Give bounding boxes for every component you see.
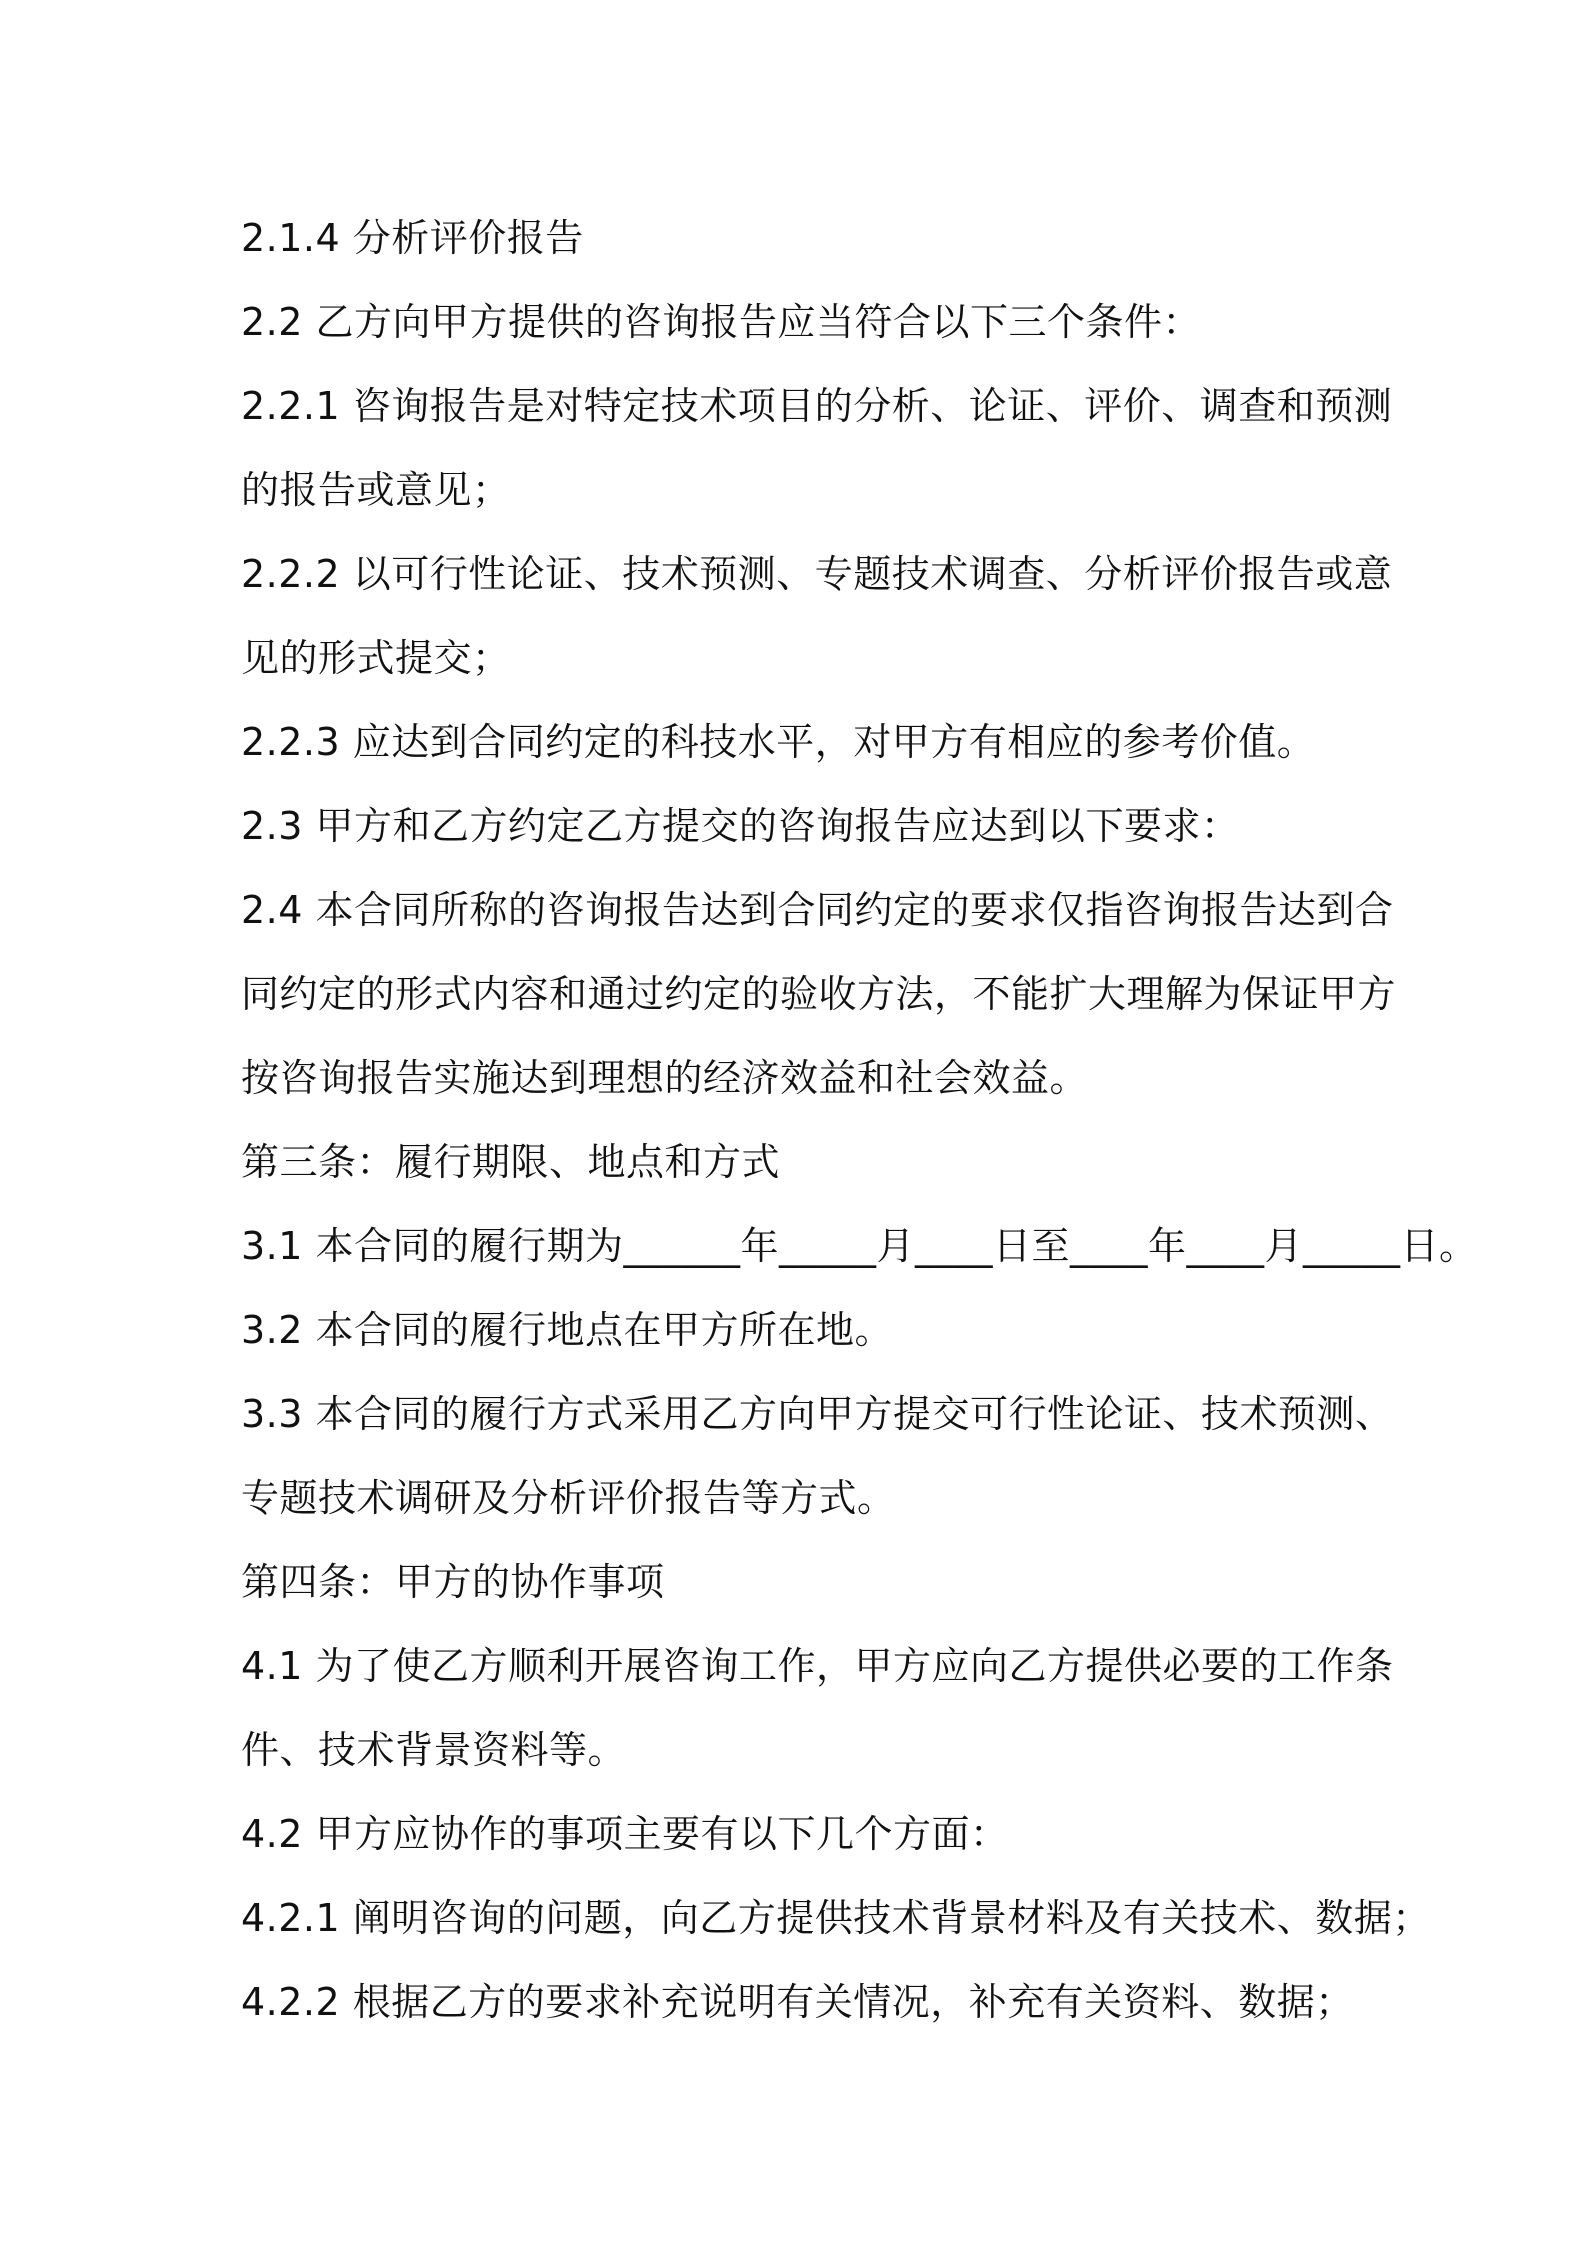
clause-3-3: 3.3 本合同的履行方式采用乙方向甲方提交可行性论证、技术预测、 bbox=[241, 1392, 1394, 1436]
clause-4-2-2: 4.2.2 根据乙方的要求补充说明有关情况，补充有关资料、数据； bbox=[241, 1980, 1354, 2024]
clause-2-2-3: 2.2.3 应达到合同约定的科技水平，对甲方有相应的参考价值。 bbox=[241, 720, 1316, 764]
clause-2-4: 2.4 本合同所称的咨询报告达到合同约定的要求仅指咨询报告达到合 bbox=[241, 888, 1394, 932]
clause-2-4-cont-2: 按咨询报告实施达到理想的经济效益和社会效益。 bbox=[241, 1056, 1089, 1100]
article-4-heading: 第四条：甲方的协作事项 bbox=[241, 1560, 665, 1604]
clause-4-2: 4.2 甲方应协作的事项主要有以下几个方面： bbox=[241, 1812, 1009, 1856]
clause-2-2: 2.2 乙方向甲方提供的咨询报告应当符合以下三个条件： bbox=[241, 300, 1202, 344]
clause-3-3-cont: 专题技术调研及分析评价报告等方式。 bbox=[241, 1476, 896, 1520]
clause-4-1-cont: 件、技术背景资料等。 bbox=[241, 1728, 627, 1772]
clause-3-1: 3.1 本合同的履行期为______年_____月____日至____年____月_____日。 bbox=[241, 1224, 1478, 1268]
clause-2-3: 2.3 甲方和乙方约定乙方提交的咨询报告应达到以下要求： bbox=[241, 804, 1240, 848]
clause-2-1-4: 2.1.4 分析评价报告 bbox=[241, 216, 584, 260]
clause-4-2-1: 4.2.1 阐明咨询的问题，向乙方提供技术背景材料及有关技术、数据； bbox=[241, 1896, 1431, 1940]
clause-3-2: 3.2 本合同的履行地点在甲方所在地。 bbox=[241, 1308, 894, 1352]
clause-2-2-2-cont: 见的形式提交； bbox=[241, 636, 511, 680]
document-body bbox=[241, 196, 1478, 2044]
clause-2-2-2: 2.2.2 以可行性论证、技术预测、专题技术调查、分析评价报告或意 bbox=[241, 552, 1393, 596]
clause-2-4-cont-1: 同约定的形式内容和通过约定的验收方法，不能扩大理解为保证甲方 bbox=[241, 972, 1397, 1016]
clause-4-1: 4.1 为了使乙方顺利开展咨询工作，甲方应向乙方提供必要的工作条 bbox=[241, 1644, 1394, 1688]
clause-2-2-1: 2.2.1 咨询报告是对特定技术项目的分析、论证、评价、调查和预测 bbox=[241, 384, 1393, 428]
article-3-heading: 第三条：履行期限、地点和方式 bbox=[241, 1140, 781, 1184]
clause-2-2-1-cont: 的报告或意见； bbox=[241, 468, 511, 512]
